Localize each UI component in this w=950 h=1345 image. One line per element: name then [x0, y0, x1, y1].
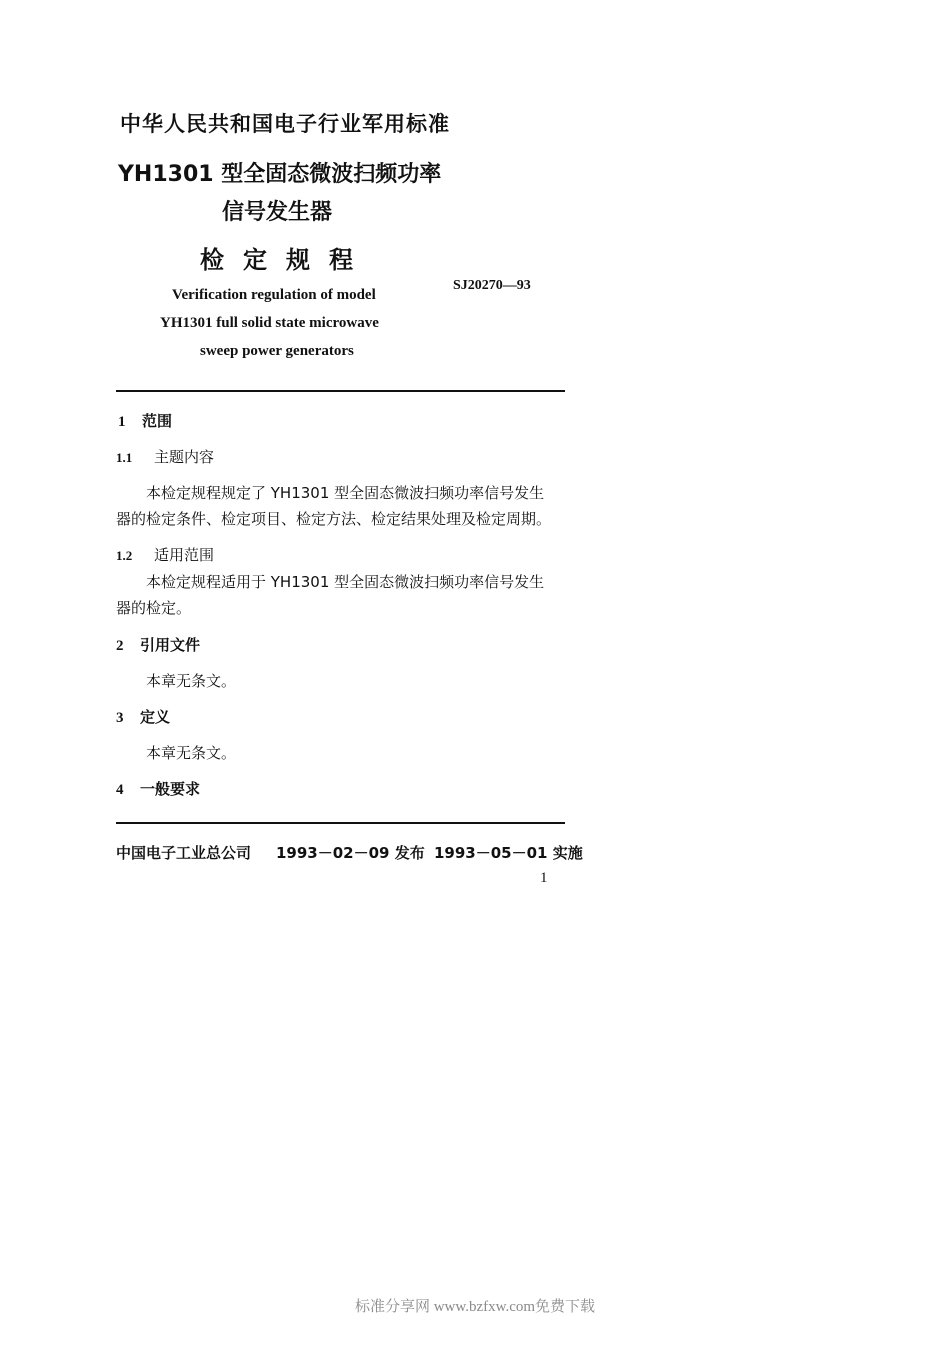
section-title: 适用范围: [154, 546, 215, 564]
watermark: 标准分享网 www.bzfxw.com免费下载: [354, 1299, 596, 1315]
document-title-line2: 信号发生器: [222, 200, 333, 225]
section-number: 4: [116, 782, 124, 798]
standard-code: SJ20270—93: [453, 278, 531, 293]
footer-divider: [116, 822, 565, 824]
section-4-heading: [116, 778, 200, 799]
paragraph-line: 本检定规程适用于 YH1301 型全固态微波扫频功率信号发生: [146, 573, 545, 591]
effective-date: 1993－05－01 实施: [434, 844, 583, 862]
section-title: 主题内容: [154, 448, 215, 466]
paragraph-line: 本章无条文。: [146, 744, 237, 762]
section-title: 定义: [140, 708, 171, 726]
section-number: 3: [116, 710, 124, 726]
section-title: 引用文件: [140, 636, 201, 654]
header-divider: [116, 390, 565, 392]
section-3-heading: [116, 706, 170, 727]
page-number: 1: [540, 870, 548, 886]
paragraph-line: 本检定规程规定了 YH1301 型全固态微波扫频功率信号发生: [146, 484, 545, 502]
section-1-2-heading: [116, 544, 214, 565]
section-number: 1.1: [116, 450, 133, 465]
english-title-line2: YH1301 full solid state microwave: [160, 315, 379, 331]
section-number: 1.2: [116, 548, 133, 563]
issuer: 中国电子工业总公司: [116, 844, 252, 862]
section-1-1-heading: [116, 446, 214, 467]
paragraph-line: 本章无条文。: [146, 672, 237, 690]
document-title-line3: 检定规程: [200, 246, 372, 274]
section-number: 1: [118, 414, 126, 430]
standard-name: 中华人民共和国电子行业军用标准: [120, 112, 450, 136]
section-title: 范围: [142, 412, 173, 430]
issue-date: 1993－02－09 发布: [276, 844, 425, 862]
section-1-heading: [118, 410, 172, 431]
paragraph-line: 器的检定条件、检定项目、检定方法、检定结果处理及检定周期。: [116, 510, 552, 528]
section-number: 2: [116, 638, 124, 654]
english-title-line1: Verification regulation of model: [172, 287, 376, 303]
section-2-heading: [116, 634, 200, 655]
document-title-line1: YH1301 型全固态微波扫频功率: [118, 162, 442, 187]
english-title-line3: sweep power generators: [200, 343, 354, 359]
paragraph-line: 器的检定。: [116, 599, 192, 617]
section-title: 一般要求: [140, 780, 201, 798]
